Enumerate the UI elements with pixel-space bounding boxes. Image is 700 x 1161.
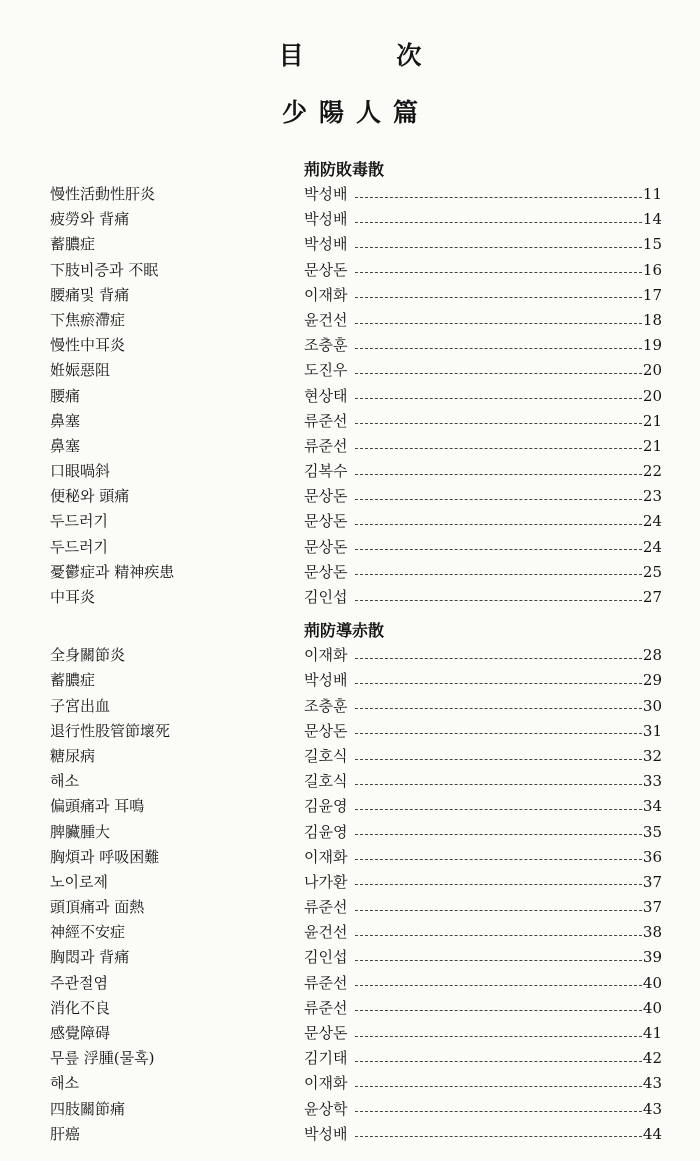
entry-right [304, 358, 662, 383]
section-heading: 荊防導赤散 [304, 621, 385, 641]
entry-right [304, 945, 662, 970]
entry-title: 腰痛 [50, 386, 81, 405]
entry-title: 무릎 浮腫(물혹) [50, 1049, 155, 1068]
entry-title: 四肢關節痛 [50, 1099, 126, 1118]
dot-leader [355, 759, 641, 760]
toc-entry[interactable] [0, 535, 700, 560]
entry-author: 윤건선 [304, 310, 348, 329]
toc-entry[interactable] [0, 794, 700, 819]
page-title: 目 次 [278, 41, 464, 70]
dot-leader [355, 549, 641, 550]
entry-right [304, 434, 662, 459]
entry-right [304, 744, 662, 769]
entry-page-number: 11 [642, 185, 662, 203]
entry-page-number: 16 [642, 260, 662, 279]
dot-leader [355, 658, 641, 659]
entry-title: 脾臟腫大 [50, 822, 111, 841]
toc-entry[interactable] [0, 560, 700, 585]
entry-author: 길호식 [304, 772, 348, 791]
entry-title: 感覺障碍 [50, 1024, 111, 1042]
dot-leader [355, 574, 641, 575]
entry-author: 박성배 [304, 210, 348, 229]
toc-entry[interactable] [0, 409, 700, 434]
entry-page-number: 33 [642, 772, 662, 791]
entry-author: 박성배 [304, 1124, 348, 1143]
entry-author: 문상돈 [304, 512, 348, 531]
entry-page-number: 19 [642, 336, 662, 355]
dot-leader [355, 784, 641, 785]
entry-right [304, 484, 662, 509]
entry-title: 肝癌 [50, 1124, 81, 1143]
toc-entry[interactable] [0, 459, 700, 484]
entry-author: 문상돈 [304, 260, 348, 279]
toc-entry[interactable] [0, 1071, 700, 1096]
dot-leader [355, 474, 641, 475]
dot-leader [355, 272, 641, 273]
toc-entry[interactable] [0, 283, 700, 308]
entry-page-number: 39 [642, 948, 662, 967]
toc-entry[interactable] [0, 694, 700, 719]
entry-page-number: 25 [642, 562, 662, 581]
entry-page-number: 40 [642, 973, 662, 992]
entry-page-number: 17 [642, 285, 662, 304]
dot-leader [355, 323, 641, 324]
toc-entry[interactable] [0, 333, 700, 358]
toc-entry[interactable] [0, 971, 700, 996]
entry-author: 현상태 [304, 386, 348, 405]
entry-right [304, 643, 662, 668]
dot-leader [355, 1010, 641, 1011]
entry-right [304, 1071, 662, 1096]
entry-author: 조충훈 [304, 336, 348, 355]
dot-leader [355, 1036, 641, 1037]
entry-author: 박성배 [304, 235, 348, 254]
entry-page-number: 41 [642, 1024, 662, 1042]
entry-author: 류준선 [304, 436, 348, 455]
dot-leader [355, 859, 641, 860]
toc-entry[interactable] [0, 1122, 700, 1147]
entry-right [304, 333, 662, 358]
toc-entry[interactable] [0, 484, 700, 509]
toc-entry[interactable] [0, 258, 700, 283]
entry-title: 주관절염 [50, 973, 108, 992]
dot-leader [355, 247, 641, 248]
dot-leader [355, 197, 641, 198]
entry-title: 全身關節炎 [50, 646, 126, 665]
toc-entry[interactable] [0, 643, 700, 668]
entry-right [304, 996, 662, 1021]
entry-right [304, 409, 662, 434]
entry-right [304, 920, 662, 945]
entry-right [304, 895, 662, 920]
entry-page-number: 27 [642, 588, 662, 606]
entry-right [304, 1046, 662, 1071]
dot-leader [355, 1086, 641, 1087]
entry-right [304, 258, 662, 283]
entry-author: 류준선 [304, 411, 348, 430]
entry-page-number: 37 [642, 872, 662, 891]
dot-leader [355, 1111, 641, 1112]
toc-entry[interactable] [0, 182, 700, 207]
entry-title: 해소 [50, 772, 79, 791]
entry-title: 神經不安症 [50, 923, 126, 942]
entry-title: 中耳炎 [50, 588, 96, 606]
dot-leader [355, 1136, 641, 1137]
toc-entry[interactable] [0, 232, 700, 257]
entry-title: 憂鬱症과 精神疾患 [50, 562, 175, 581]
entry-right [304, 509, 662, 534]
entry-author: 박성배 [304, 185, 348, 203]
entry-author: 윤건선 [304, 923, 348, 942]
entry-author: 나가환 [304, 872, 348, 891]
section-gap [0, 610, 700, 618]
entry-title: 口眼喎斜 [50, 462, 111, 481]
entry-author: 김인섭 [304, 588, 348, 606]
entry-right [304, 560, 662, 585]
entry-right [304, 283, 662, 308]
entry-page-number: 14 [642, 210, 662, 229]
entry-title: 두드러기 [50, 537, 108, 556]
table-of-contents [0, 157, 700, 1147]
dot-leader [355, 348, 641, 349]
entry-page-number: 40 [642, 998, 662, 1017]
entry-right [304, 182, 662, 207]
entry-page-number: 32 [642, 746, 662, 765]
entry-title: 便秘와 頭痛 [50, 487, 130, 506]
entry-title: 해소 [50, 1074, 79, 1093]
entry-title: 消化不良 [50, 998, 111, 1017]
entry-right [304, 971, 662, 996]
entry-right [304, 535, 662, 560]
dot-leader [355, 222, 641, 223]
entry-author: 김인섭 [304, 948, 348, 967]
dot-leader [355, 733, 641, 734]
entry-title: 胸悶과 背痛 [50, 948, 130, 967]
entry-title: 下肢비증과 不眠 [50, 260, 159, 279]
entry-right [304, 668, 662, 693]
toc-entry[interactable] [0, 207, 700, 232]
entry-page-number: 21 [642, 436, 662, 455]
entry-author: 류준선 [304, 998, 348, 1017]
dot-leader [355, 708, 641, 709]
dot-leader [355, 683, 641, 684]
entry-title: 두드러기 [50, 512, 108, 531]
entry-title: 子宮出血 [50, 696, 111, 715]
toc-entry[interactable] [0, 870, 700, 895]
dot-leader [355, 1061, 641, 1062]
entry-author: 김기태 [304, 1049, 348, 1068]
toc-entry[interactable] [0, 769, 700, 794]
section-heading: 荊防敗毒散 [304, 160, 385, 179]
toc-entry[interactable] [0, 358, 700, 383]
entry-title: 下焦瘀滯症 [50, 310, 126, 329]
dot-leader [355, 499, 641, 500]
entry-title: 蓄膿症 [50, 235, 96, 254]
entry-right [304, 459, 662, 484]
entry-page-number: 36 [642, 847, 662, 866]
entry-right [304, 870, 662, 895]
entry-page-number: 21 [642, 411, 662, 430]
entry-title: 蓄膿症 [50, 671, 96, 690]
toc-entry[interactable] [0, 585, 700, 610]
toc-entry[interactable] [0, 434, 700, 459]
page-subtitle: 少陽人篇 [281, 98, 430, 127]
entry-author: 이재화 [304, 847, 348, 866]
toc-entry[interactable] [0, 509, 700, 534]
entry-title: 慢性活動性肝炎 [50, 185, 156, 203]
toc-entry[interactable] [0, 845, 700, 870]
dot-leader [355, 373, 641, 374]
entry-right [304, 1122, 662, 1147]
entry-title: 鼻塞 [50, 436, 81, 455]
dot-leader [355, 398, 641, 399]
entry-right [304, 820, 662, 845]
entry-right [304, 845, 662, 870]
entry-page-number: 23 [642, 487, 662, 506]
toc-entry[interactable] [0, 920, 700, 945]
entry-page-number: 37 [642, 898, 662, 917]
entry-title: 頭頂痛과 面熱 [50, 898, 145, 917]
dot-leader [355, 423, 641, 424]
entry-page-number: 20 [642, 386, 662, 405]
entry-page-number: 35 [642, 822, 662, 841]
entry-author: 류준선 [304, 898, 348, 917]
entry-page-number: 31 [642, 721, 662, 740]
entry-author: 윤상학 [304, 1099, 348, 1118]
dot-leader [355, 910, 641, 911]
entry-title: 疲勞와 背痛 [50, 210, 130, 229]
toc-entry[interactable] [0, 1046, 700, 1071]
entry-author: 이재화 [304, 646, 348, 665]
dot-leader [355, 524, 641, 525]
entry-page-number: 34 [642, 797, 662, 816]
entry-author: 이재화 [304, 285, 348, 304]
entry-author: 문상돈 [304, 562, 348, 581]
entry-right [304, 232, 662, 257]
entry-page-number: 20 [642, 361, 662, 380]
entry-title: 糖尿病 [50, 746, 96, 765]
entry-author: 문상돈 [304, 537, 348, 556]
entry-author: 김윤영 [304, 822, 348, 841]
toc-entry[interactable] [0, 744, 700, 769]
entry-title: 退行性股管節壞死 [50, 721, 171, 740]
entry-author: 박성배 [304, 671, 348, 690]
entry-right [304, 1021, 662, 1046]
entry-author: 류준선 [304, 973, 348, 992]
dot-leader [355, 935, 641, 936]
entry-author: 조충훈 [304, 696, 348, 715]
entry-author: 문상돈 [304, 1024, 348, 1042]
entry-author: 김윤영 [304, 797, 348, 816]
entry-page-number: 24 [642, 537, 662, 556]
entry-right [304, 308, 662, 333]
dot-leader [355, 960, 641, 961]
entry-page-number: 29 [642, 671, 662, 690]
entry-page-number: 42 [642, 1049, 662, 1068]
entry-author: 길호식 [304, 746, 348, 765]
entry-page-number: 43 [642, 1099, 662, 1118]
entry-title: 腰痛및 背痛 [50, 285, 130, 304]
entry-right [304, 1097, 662, 1122]
toc-entry[interactable] [0, 384, 700, 409]
entry-page-number: 30 [642, 696, 662, 715]
entry-page-number: 38 [642, 923, 662, 942]
toc-entry[interactable] [0, 996, 700, 1021]
dot-leader [355, 834, 641, 835]
entry-page-number: 44 [642, 1124, 662, 1143]
entry-right [304, 794, 662, 819]
entry-page-number: 43 [642, 1074, 662, 1093]
dot-leader [355, 809, 641, 810]
toc-entry[interactable] [0, 719, 700, 744]
entry-title: 鼻塞 [50, 411, 81, 430]
toc-entry[interactable] [0, 895, 700, 920]
toc-entry[interactable] [0, 1021, 700, 1046]
entry-page-number: 24 [642, 512, 662, 531]
entry-page-number: 28 [642, 646, 662, 665]
entry-title: 偏頭痛과 耳鳴 [50, 797, 145, 816]
entry-author: 문상돈 [304, 487, 348, 506]
entry-right [304, 384, 662, 409]
entry-right [304, 585, 662, 610]
toc-entry[interactable] [0, 308, 700, 333]
dot-leader [355, 448, 641, 449]
dot-leader [355, 297, 641, 298]
entry-author: 이재화 [304, 1074, 348, 1093]
entry-title: 胸煩과 呼吸困難 [50, 847, 160, 866]
dot-leader [355, 985, 641, 986]
toc-entry[interactable] [0, 820, 700, 845]
entry-title: 姙娠惡阻 [50, 361, 111, 380]
dot-leader [355, 600, 641, 601]
entry-author: 김복수 [304, 462, 348, 481]
entry-right [304, 769, 662, 794]
entry-page-number: 18 [642, 310, 662, 329]
dot-leader [355, 884, 641, 885]
entry-page-number: 22 [642, 462, 662, 481]
toc-entry[interactable] [0, 668, 700, 693]
toc-entry[interactable] [0, 1097, 700, 1122]
entry-right [304, 207, 662, 232]
toc-entry[interactable] [0, 945, 700, 970]
entry-author: 도진우 [304, 361, 348, 380]
entry-title: 慢性中耳炎 [50, 336, 126, 355]
entry-right [304, 694, 662, 719]
entry-page-number: 15 [642, 235, 662, 254]
entry-author: 문상돈 [304, 721, 348, 740]
entry-title: 노이로제 [50, 872, 108, 891]
entry-right [304, 719, 662, 744]
